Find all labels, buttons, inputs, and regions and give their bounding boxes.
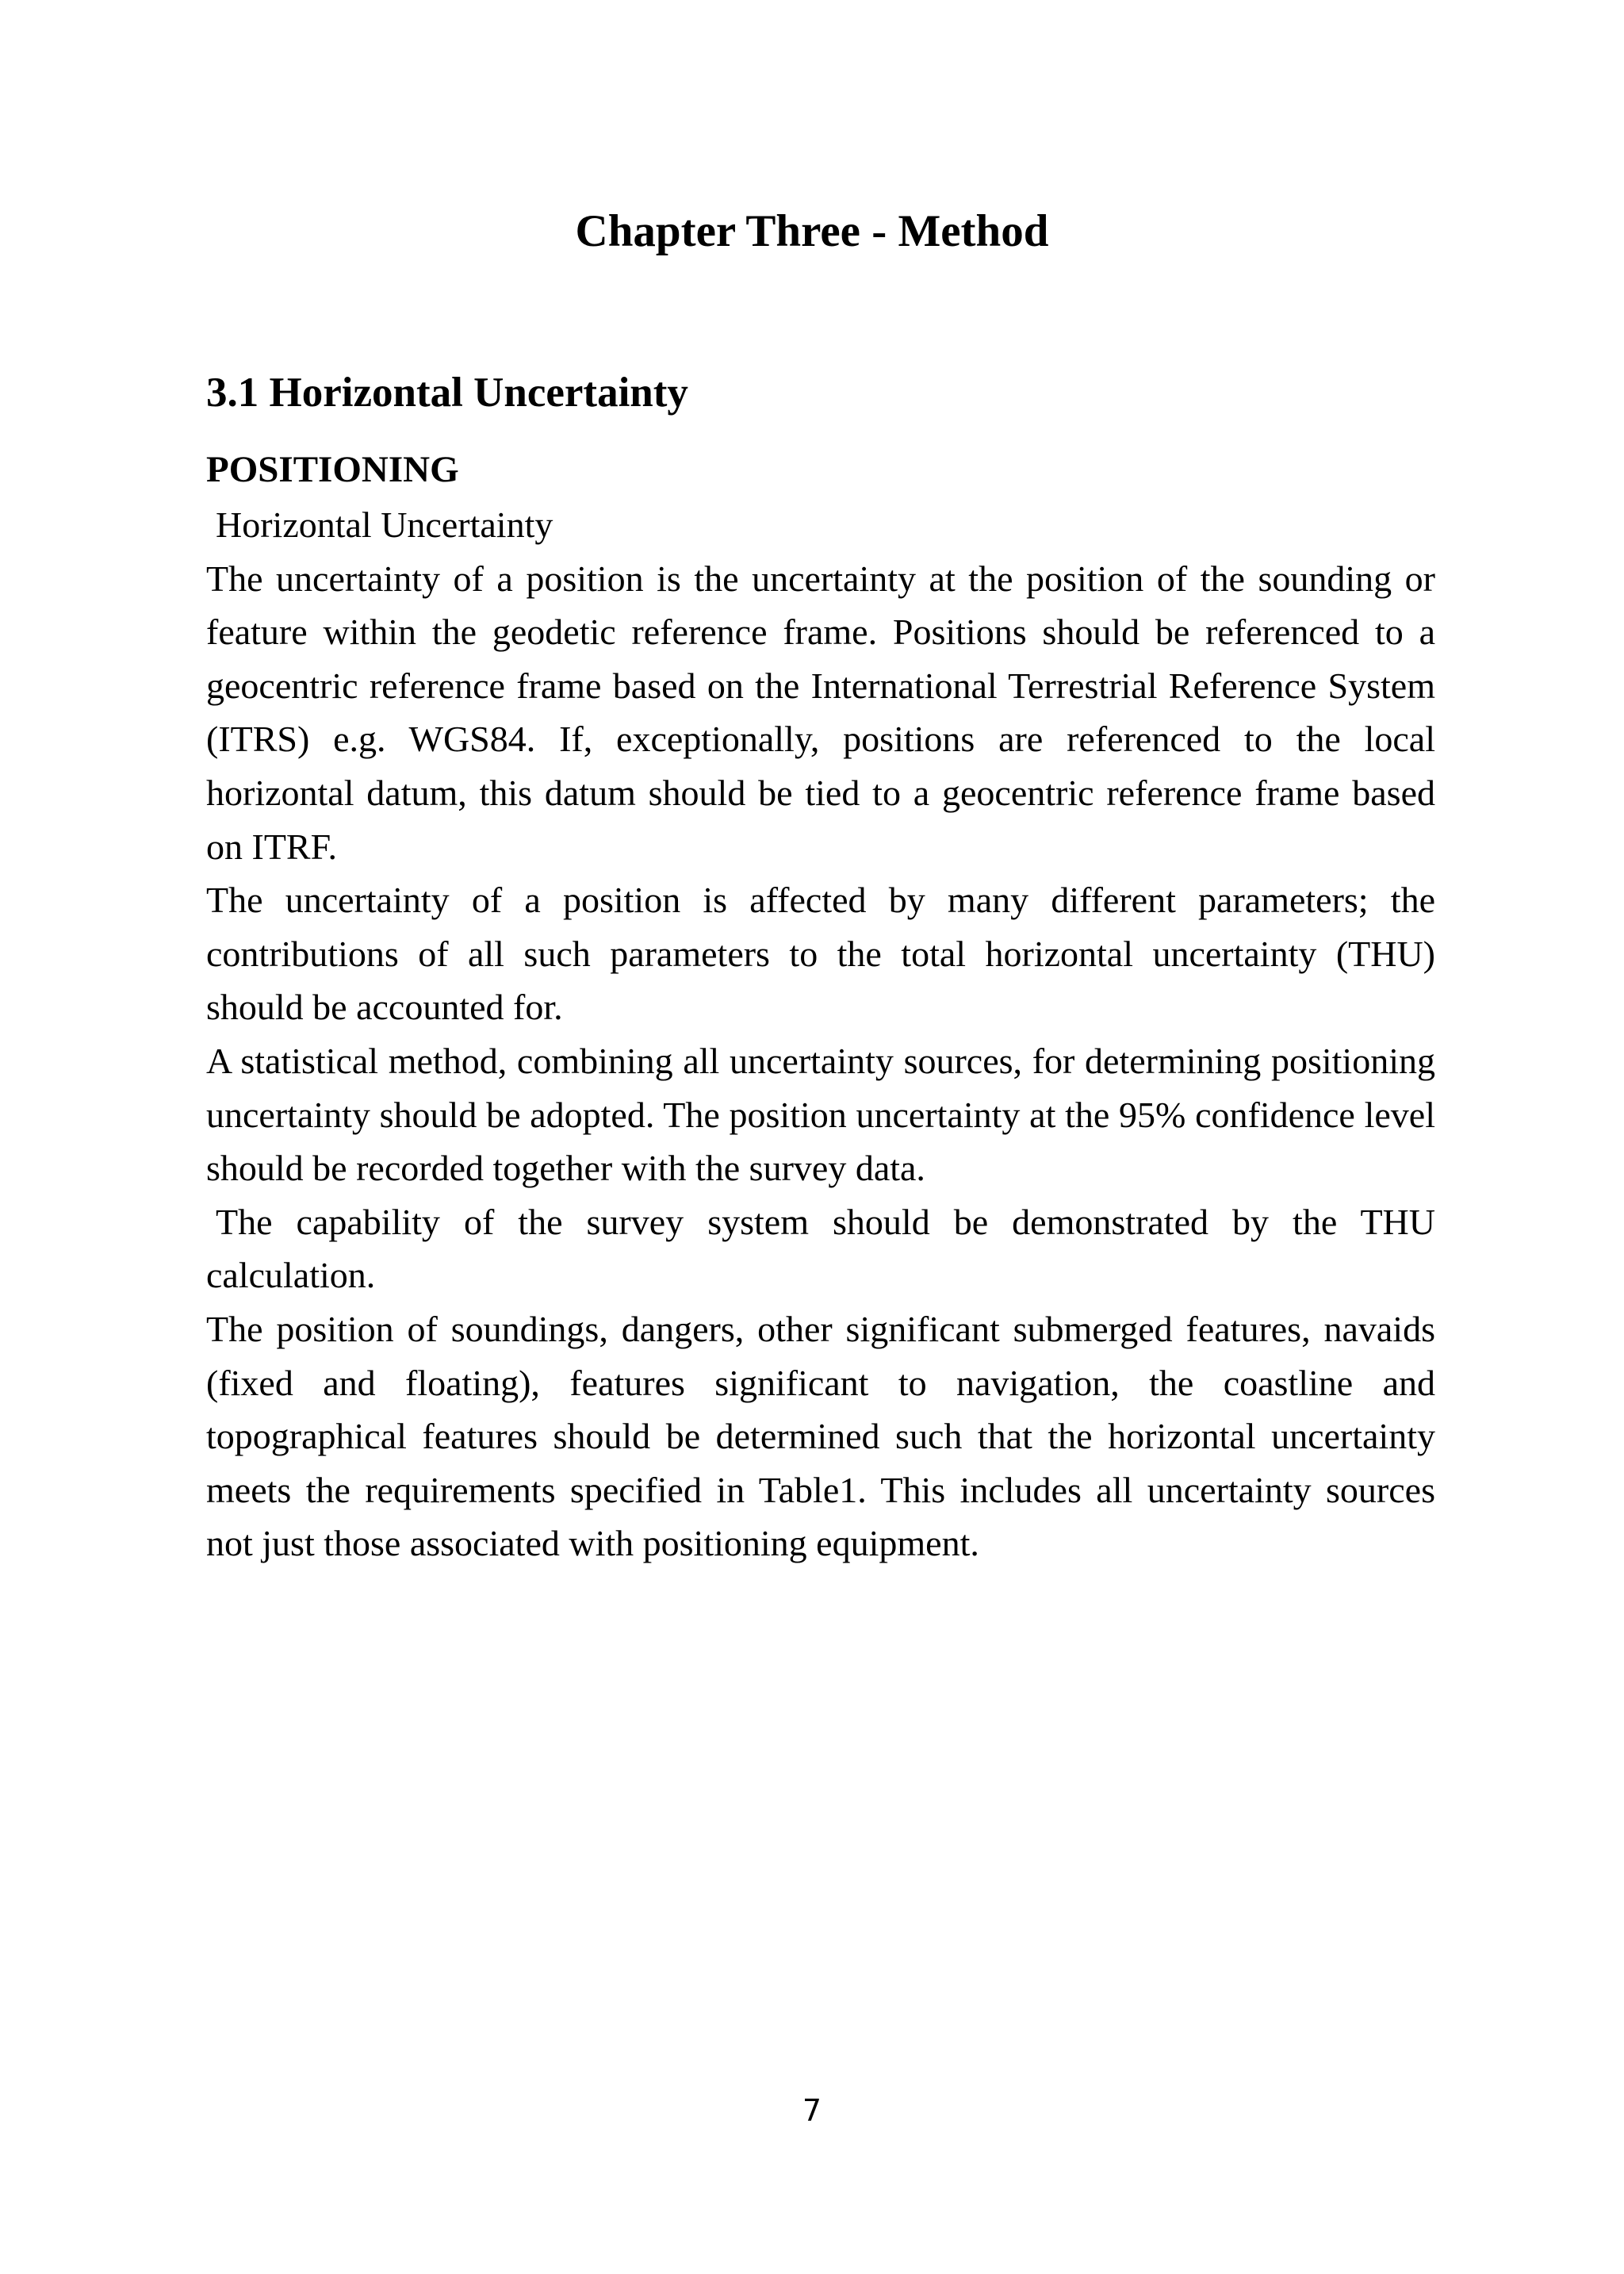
paragraph-statistical-method: A statistical method, combining all uncertainty sources, for determining positioning uncertainty should be adopted. The position uncertainty at the 95% confidence level should be recorded together with the survey data. xyxy=(206,1040,1435,1189)
chapter-title: Chapter Three - Method xyxy=(575,206,1049,256)
section-heading: 3.1 Horizontal Uncertainty xyxy=(206,370,688,416)
body-text xyxy=(206,498,1435,1570)
subheading-positioning: POSITIONING xyxy=(206,449,459,490)
paragraph-position-uncertainty-definition: The uncertainty of a position is the uncertainty at the position of the sounding or feature within the geodetic reference frame. Positions should be referenced to a geocentric reference frame based on the International Terrestrial Reference System (ITRS) e.g. WGS84. If, exceptionally, positions are referenced to the local horizontal datum, this datum should be tied to a geocentric reference frame based on ITRF. xyxy=(206,558,1435,867)
paragraph-survey-capability: The capability of the survey system should be demonstrated by the THU calculation. xyxy=(206,1201,1435,1296)
paragraph-position-of-soundings: The position of soundings, dangers, other significant submerged features, navaids (fixed and floating), features significant to navigation, the coastline and topographical features should be determined such that the horizontal uncertainty meets the requirements specified in Table1. This includes all uncertainty sources not just those associated with positioning equipment. xyxy=(206,1308,1435,1564)
paragraph-parameters: The uncertainty of a position is affected by many different parameters; the contributions of all such parameters to the total horizontal uncertainty (THU) should be accounted for. xyxy=(206,880,1435,1028)
paragraph-horizontal-uncertainty-label: Horizontal Uncertainty xyxy=(216,504,553,545)
page-number: 7 xyxy=(802,2093,822,2128)
